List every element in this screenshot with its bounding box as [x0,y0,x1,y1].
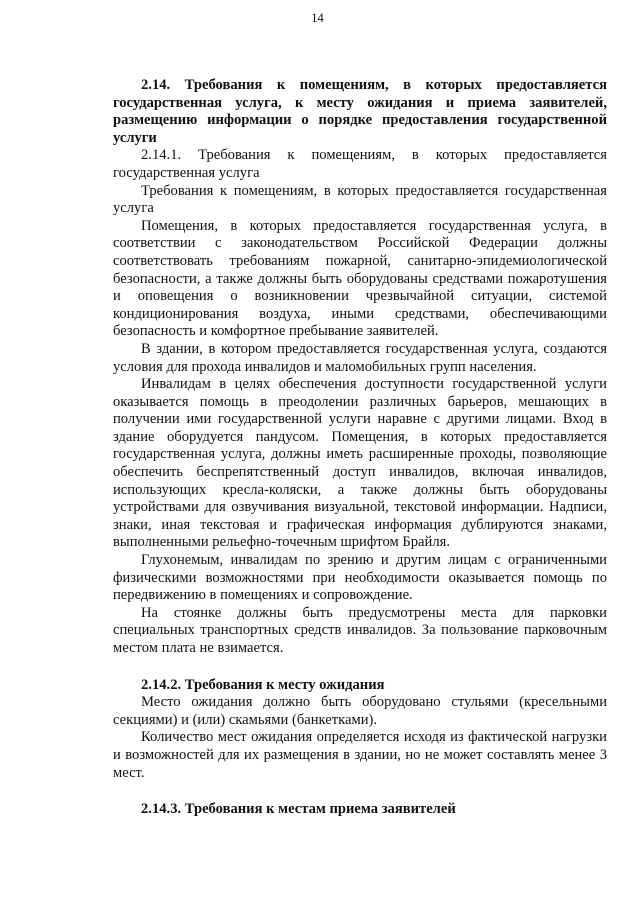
subsection-heading: 2.14.3. Требования к местам приема заявителей [141,801,456,818]
subsection-heading: 2.14.2. Требования к месту ожидания [141,676,385,693]
page-number: 14 [311,11,324,25]
paragraph: Требования к помещениям, в которых предоставляется государственная услуга [113,182,607,217]
subsection-title: 2.14.1. Требования к помещениям, в которых предоставляется государственная услуга [113,147,607,181]
paragraph: Место ожидания должно быть оборудовано стульями (кресельными секциями) и (или) скамьями (банкетками). [113,694,607,728]
section-heading: 2.14. Требования к помещениям, в которых предоставляется государственная услуга, к месту ожидания и приема заявителей, размещению информации о порядке предоставления государственной услуги [113,77,607,146]
paragraph: Помещения, в которых предоставляется государственная услуга, в соответствии с законодательством Российской Федерации должны соответствовать требованиям пожарной, санитарно-эпидемиологической безопасности, а также должны быть оборудованы средствами пожаротушения и оповещения о возникновении чрезвычайной ситуации, системой кондиционирования воздуха, иными средствами, обеспечивающими безопасность и комфортное пребывание заявителей. [113,217,607,340]
paragraph: На стоянке должны быть предусмотрены места для парковки специальных транспортных средств инвалидов. За пользование парковочным местом плата не взимается. [113,604,607,656]
document-body [113,77,607,819]
paragraph: Количество мест ожидания определяется исходя из фактической нагрузки и возможностей для их размещения в здании, но не может составлять менее 3 мест. [113,729,607,781]
paragraph: В здании, в котором предоставляется государственная услуга, создаются условия для прохода инвалидов и маломобильных групп населения. [113,340,607,375]
paragraph: Глухонемым, инвалидам по зрению и другим лицам с ограниченными физическими возможностями при необходимости оказывается помощь по передвижению в помещениях и сопровождение. [113,552,607,604]
paragraph: Инвалидам в целях обеспечения доступности государственной услуги оказывается помощь в преодолении различных барьеров, мешающих в получении ими государственной услуги наравне с другими лицами. Вход в здание оборудуется пандусом. Помещения, в которых предоставляется государственная услуга, должны иметь расширенные проходы, позволяющие обеспечить беспрепятственный доступ инвалидов, включая инвалидов, использующих кресла-коляски, а также должны быть оборудованы устройствами для озвучивания визуальной, текстовой информации. Надписи, знаки, иная текстовая и графическая информация дублируются знаками, выполненными рельефно-точечным шрифтом Брайля. [113,376,607,551]
